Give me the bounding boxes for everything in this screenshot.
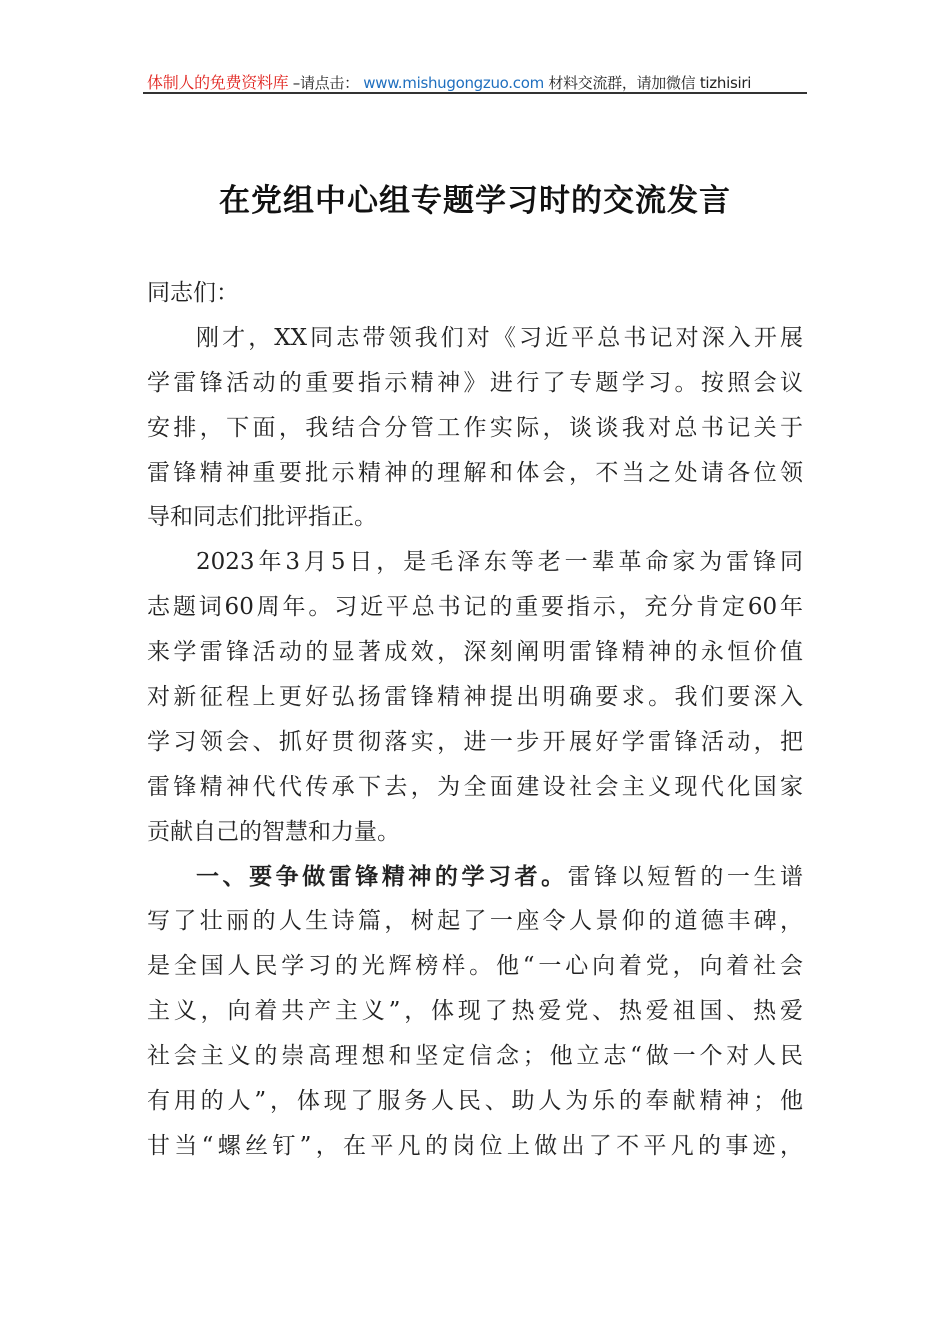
- website-link[interactable]: www.mishugongzuo.com: [363, 74, 544, 92]
- prompt-text: –请点击：: [292, 74, 359, 92]
- text-line: [147, 1039, 803, 1084]
- text-line: [147, 949, 803, 994]
- text-line: [147, 680, 803, 725]
- watermark-header: [147, 70, 803, 93]
- line-text: 导和同志们批评指正。: [147, 504, 377, 531]
- line-text: 来学雷锋活动的显著成效，深刻阐明雷锋精神的永恒价值: [147, 639, 803, 666]
- line-text: 学雷锋活动的重要指示精神》进行了专题学习。按照会议: [147, 369, 803, 396]
- text-line: [147, 635, 803, 680]
- section-heading: 一、要争做雷锋精神的学习者。: [196, 863, 568, 890]
- line-text: 是全国人民学习的光辉榜样。他“一心向着党，向着社会: [147, 953, 803, 980]
- line-text: 主义，向着共产主义”，体现了热爱党、热爱祖国、热爱: [147, 998, 803, 1025]
- line-text: 雷锋以短暂的一生谱: [567, 863, 804, 890]
- text-line: [147, 366, 803, 411]
- line-text: 雷锋精神代代传承下去，为全面建设社会主义现代化国家: [147, 773, 803, 800]
- line-text: 社会主义的崇高理想和坚定信念；他立志“做一个对人民: [147, 1043, 803, 1070]
- text-line: [147, 500, 803, 545]
- text-line: [147, 725, 803, 770]
- text-line: [147, 321, 803, 366]
- text-line: [147, 904, 803, 949]
- line-text: 志题词60周年。习近平总书记的重要指示，充分肯定60年: [147, 594, 803, 621]
- text-line: [147, 590, 803, 635]
- brand-text: 体制人的免费资料库: [147, 73, 289, 92]
- line-text: 雷锋精神重要批示精神的理解和体会，不当之处请各位领: [147, 459, 803, 486]
- text-line: [147, 860, 803, 905]
- text-line: [147, 1084, 803, 1129]
- text-line: [147, 770, 803, 815]
- line-text: 贡献自己的智慧和力量。: [147, 818, 400, 845]
- line-text: 同志们：: [147, 280, 239, 306]
- text-line: [147, 411, 803, 456]
- text-line: [147, 994, 803, 1039]
- line-text: 安排，下面，我结合分管工作实际，谈谈我对总书记关于: [147, 414, 803, 441]
- line-text: 2023年3月5日，是毛泽东等老一辈革命家为雷锋同: [196, 549, 803, 576]
- document-body: [147, 276, 803, 1174]
- text-line: [147, 456, 803, 501]
- line-text: 对新征程上更好弘扬雷锋精神提出明确要求。我们要深入: [147, 684, 803, 711]
- line-text: 甘当“螺丝钉”，在平凡的岗位上做出了不平凡的事迹，: [147, 1132, 803, 1159]
- header-divider: [143, 92, 807, 94]
- line-text: 刚才，XX同志带领我们对《习近平总书记对深入开展: [196, 324, 803, 351]
- line-text: 有用的人”，体现了服务人民、助人为乐的奉献精神；他: [147, 1088, 803, 1115]
- text-line: [147, 815, 803, 860]
- contact-note: 材料交流群，请加微信 tizhisiri: [548, 74, 752, 92]
- line-text: 写了壮丽的人生诗篇，树起了一座令人景仰的道德丰碑，: [147, 908, 803, 935]
- text-line: [147, 276, 803, 321]
- document-title: 在党组中心组专题学习时的交流发言: [219, 183, 731, 219]
- text-line: [147, 1129, 803, 1174]
- line-text: 学习领会、抓好贯彻落实，进一步开展好学雷锋活动，把: [147, 728, 803, 755]
- text-line: [147, 545, 803, 590]
